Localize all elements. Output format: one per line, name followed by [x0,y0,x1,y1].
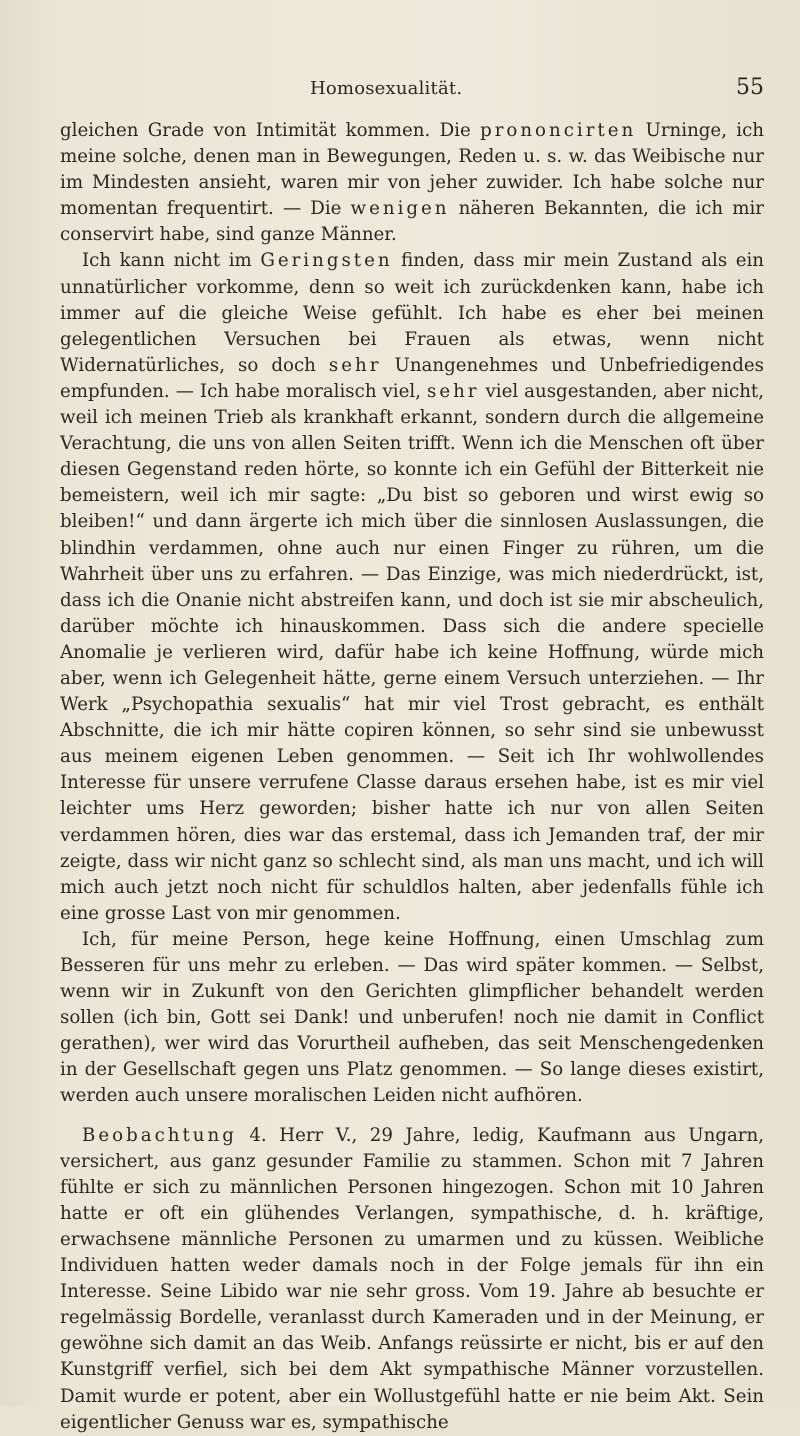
emphasis-text: sehr [426,380,480,402]
text-run: finden, dass mir mein Zustand als ein unnatürlicher vorkomme, denn so weit ich zurückdenken kann, habe ich immer auf die gleiche Weise gefühlt. Ich habe es eher bei meinen gelegentlichen Versuchen bei Frauen als etwas, wenn nicht Widernatürliches, so doch [60,250,764,376]
emphasis-text: Beobachtung [82,1124,237,1146]
text-run: Ich kann nicht im [82,250,261,272]
paragraph-2 [60,248,764,926]
text-run: Unangenehmes und Unbefriedigendes empfunden. — Ich habe moralisch viel, [60,354,764,402]
body-text [60,118,764,1436]
text-run: gleichen Grade von Intimität kommen. Die [60,120,481,141]
emphasis-text: sehr [328,354,382,376]
text-run: näheren Bekannten, die ich mir conservirt habe, sind ganze Männer. [60,198,764,246]
text-run: Urninge, ich meine solche, denen man in Bewegungen, Reden u. s. w. das Weibische nur im Mindesten ansieht, waren mir von jeher zuwider. Ich habe solche nur momentan frequentirt. — Die [60,120,764,220]
paragraph-4-beobachtung [60,1123,764,1436]
text-run: viel ausgestanden, aber nicht, weil ich meinen Trieb als krankhaft erkannt, sondern durch die allgemeine Verachtung, die uns von allen Seiten trifft. Wenn ich die Menschen oft über diesen Gegenstand reden hörte, so konnte ich ein Gefühl der Bitterkeit nie bemeistern, weil ich mir sagte: „Du bist so geboren und wirst ewig so bleiben!“ und dann ärgerte ich mich über die sinnlosen Auslassungen, die blindhin verdammen, ohne auch nur einen Finger zu rühren, um die Wahrheit über uns zu erfahren. — Das Einzige, was mich niederdrückt, ist, dass ich die Onanie nicht abstreifen kann, und doch ist sie mir abscheulich, darüber möchte ich hinauskommen. Dass sich die andere specielle Anomalie je verlieren wird, dafür habe ich keine Hoffnung, würde mich aber, wenn ich Gelegenheit hätte, gerne einem Versuch unterziehen. — Ihr Werk „Psychopathia sexualis“ hat mir viel Trost gebracht, es enthält Abschnitte, die ich mir hätte copiren können, so sehr sind sie unbewusst aus meinem eigenen Leben genommen. — Seit ich Ihr wohlwollendes Interesse für unsere verrufene Classe daraus ersehen habe, ist es mir viel leichter ums Herz geworden; bisher hatte ich nur von allen Seiten verdammen hören, dies war das erstemal, dass ich Jemanden traf, der mir zeigte, dass wir nicht ganz so schlecht sind, als man uns macht, und ich will mich auch jetzt noch nicht für schuldlos halten, aber jedenfalls fühle ich eine grosse Last von mir genommen. [60,380,765,924]
paragraph-3 [60,927,764,1110]
emphasis-text: prononcirten [480,120,637,141]
text-run: 4. Herr V., 29 Jahre, ledig, Kaufmann aus Ungarn, versichert, aus ganz gesunder Familie zu stammen. Schon mit 7 Jahren fühlte er sich zu männlichen Personen hingezogen. Schon mit 10 Jahren hatte er oft ein glühendes Verlangen, sympathische, d. h. kräftige, erwachsene männliche Personen zu umarmen und zu küssen. Weibliche Individuen hatten weder damals noch in der Folge jemals für ihn ein Interesse. Seine Libido war nie sehr gross. Vom 19. Jahre ab besuchte er regelmässig Bordelle, veranlasst durch Kameraden und in der Meinung, er gewöhne sich damit an das Weib. Anfangs reüssirte er nicht, bis er auf den Kunstgriff verfiel, sich bei dem Akt sympathische Männer vorzustellen. Damit wurde er potent, aber ein Wollustgefühl hatte er nie beim Akt. Sein eigentlicher Genuss war es, sympathische [60,1124,764,1433]
paragraph-1 [60,118,764,248]
page-number: 55 [736,75,764,100]
emphasis-text: Geringsten [260,250,393,272]
running-title: Homosexualität. [310,78,463,99]
text-run: Ich, für meine Person, hege keine Hoffnung, einen Umschlag zum Besseren für uns mehr zu erleben. — Das wird später kommen. — Selbst, wenn wir in Zukunft von den Gerichten glimpflicher behandelt werden sollen (ich bin, Gott sei Dank! und unberufen! noch nie damit in Conflict gerathen), wer wird das Vorurtheil aufheben, das seit Menschengedenken in der Gesellschaft gegen uns Platz genommen. — So lange dieses existirt, werden auch unsere moralischen Leiden nicht aufhören. [60,928,764,1107]
running-head [60,75,764,108]
emphasis-text: wenigen [350,198,450,220]
